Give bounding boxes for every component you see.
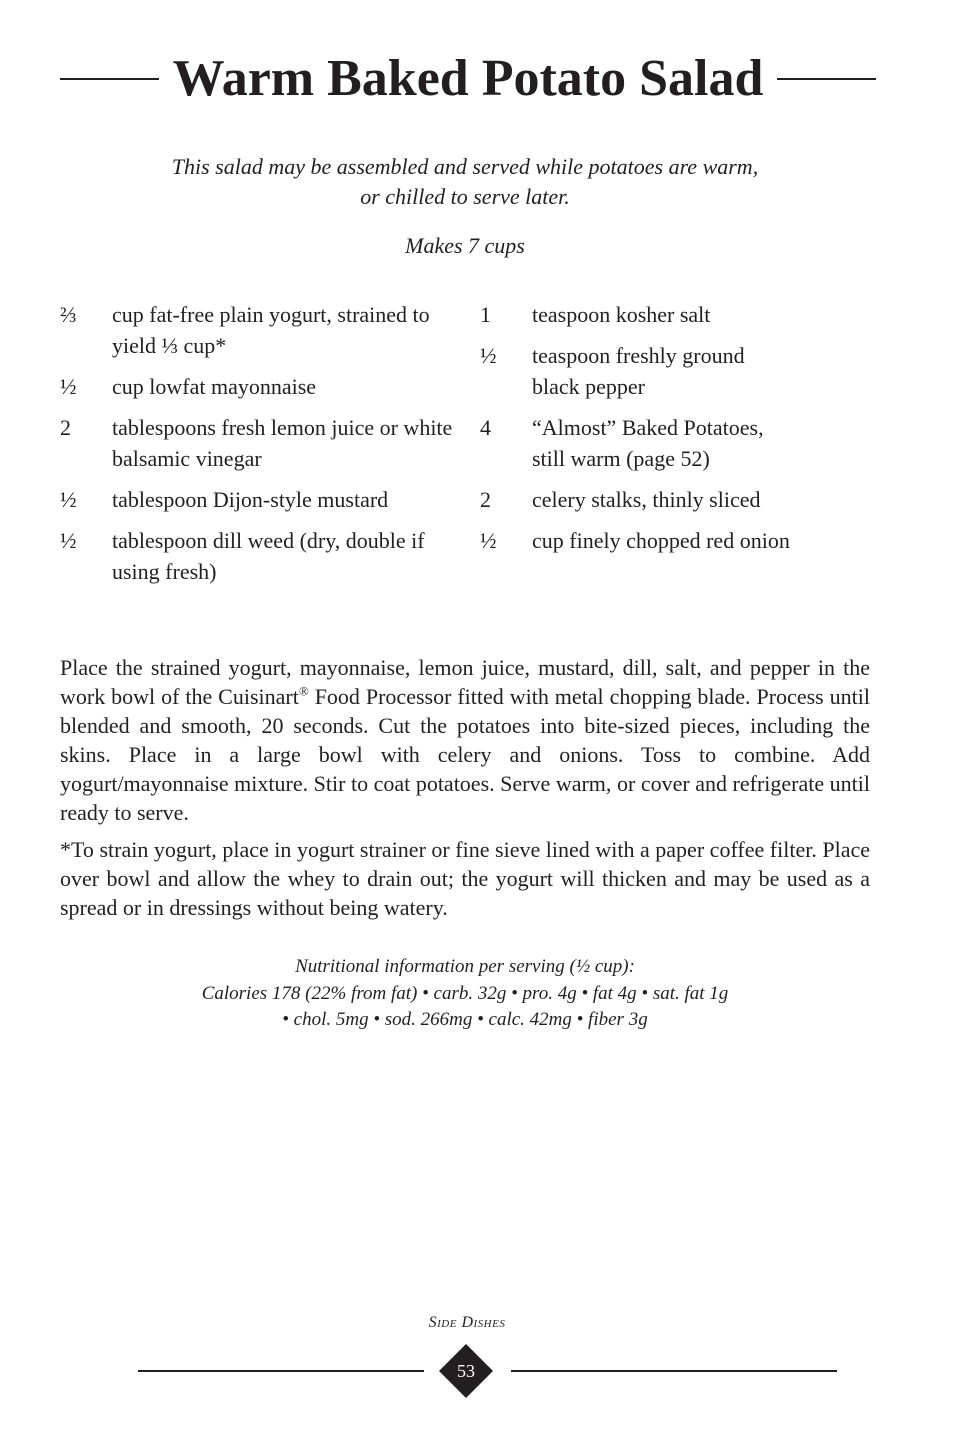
ingredients-left-column xyxy=(60,299,460,597)
footnote-paragraph: *To strain yogurt, place in yogurt strainer or fine sieve lined with a paper coffee filter. Place over bowl and allow the whey to drain out; the yogurt will thicken and may be used as a spread or in dressings without being watery. xyxy=(60,837,870,920)
ingredient-item xyxy=(480,412,880,474)
ingredient-description: tablespoon dill weed (dry, double if using fresh) xyxy=(112,528,425,584)
ingredient-quantity: ½ xyxy=(480,528,497,553)
ingredient-description: celery stalks, thinly sliced xyxy=(532,487,761,512)
ingredient-quantity: ½ xyxy=(60,374,77,399)
ingredient-item xyxy=(60,299,460,361)
ingredient-quantity: 4 xyxy=(480,415,491,440)
ingredient-quantity: 2 xyxy=(480,487,491,512)
directions-paragraph xyxy=(60,653,870,827)
ingredient-item xyxy=(480,484,880,515)
ingredient-description: teaspoon kosher salt xyxy=(532,302,711,327)
ingredient-quantity: 2 xyxy=(60,415,71,440)
ingredient-description: tablespoon Dijon-style mustard xyxy=(112,487,389,512)
ingredient-description: cup finely chopped red onion xyxy=(532,528,790,553)
recipe-yield: Makes 7 cups xyxy=(405,233,525,258)
ingredient-description: “Almost” Baked Potatoes, still warm (page 52) xyxy=(532,415,764,471)
intro-line: This salad may be assembled and served while potatoes are warm, xyxy=(171,154,759,179)
ingredient-item xyxy=(60,412,460,474)
section-name: Side Dishes xyxy=(428,1314,506,1331)
ingredient-quantity: ⅔ xyxy=(60,302,77,327)
page-title: Warm Baked Potato Salad xyxy=(172,50,764,107)
nutrition-line: • chol. 5mg • sod. 266mg • calc. 42mg • fiber 3g xyxy=(282,1009,648,1030)
ingredient-quantity: ½ xyxy=(480,343,497,368)
ingredient-item xyxy=(480,299,880,330)
ingredient-description: cup lowfat mayonnaise xyxy=(112,374,317,399)
directions-text: Food Processor fitted with metal chopping blade. Process until blended and smooth, 20 seconds. Cut the potatoes into bite-sized pieces, including the skins. Place in a large bowl with celery and onions. Toss to combine. Add yogurt/mayonnaise mixture. Stir to coat potatoes. Serve warm, or cover and refrigerate until ready to serve. xyxy=(60,684,870,825)
ingredient-quantity: ½ xyxy=(60,528,77,553)
registered-mark: ® xyxy=(298,683,309,699)
ingredient-item xyxy=(60,525,460,587)
recipe-intro xyxy=(60,152,870,212)
ingredient-description: teaspoon freshly ground black pepper xyxy=(532,343,745,399)
ingredient-item xyxy=(480,525,880,556)
ingredient-quantity: 1 xyxy=(480,302,491,327)
ingredient-description: tablespoons fresh lemon juice or white balsamic vinegar xyxy=(112,415,453,471)
title-rule-right xyxy=(777,78,876,80)
ingredient-description: cup fat-free plain yogurt, strained to yield ⅓ cup* xyxy=(112,302,430,358)
directions-text: Place the strained yogurt, mayonnaise, lemon juice, mustard, dill, salt, and pepper in the work bowl of the Cuisinart xyxy=(60,655,870,709)
title-row xyxy=(60,48,876,110)
ingredient-item xyxy=(480,340,880,402)
title-rule-left xyxy=(60,78,159,80)
ingredient-item xyxy=(60,371,460,402)
ingredients-right-column xyxy=(480,299,880,566)
nutrition-info xyxy=(60,954,870,1034)
ingredient-item xyxy=(60,484,460,515)
ingredient-quantity: ½ xyxy=(60,487,77,512)
intro-line: or chilled to serve later. xyxy=(360,184,570,209)
footer-rule-left xyxy=(138,1370,424,1372)
nutrition-line: Calories 178 (22% from fat) • carb. 32g • pro. 4g • fat 4g • sat. fat 1g xyxy=(201,982,729,1004)
footer-rule-right xyxy=(511,1370,837,1372)
page-number: 53 xyxy=(457,1361,475,1381)
nutrition-line: Nutritional information per serving (½ cup): xyxy=(295,956,635,977)
